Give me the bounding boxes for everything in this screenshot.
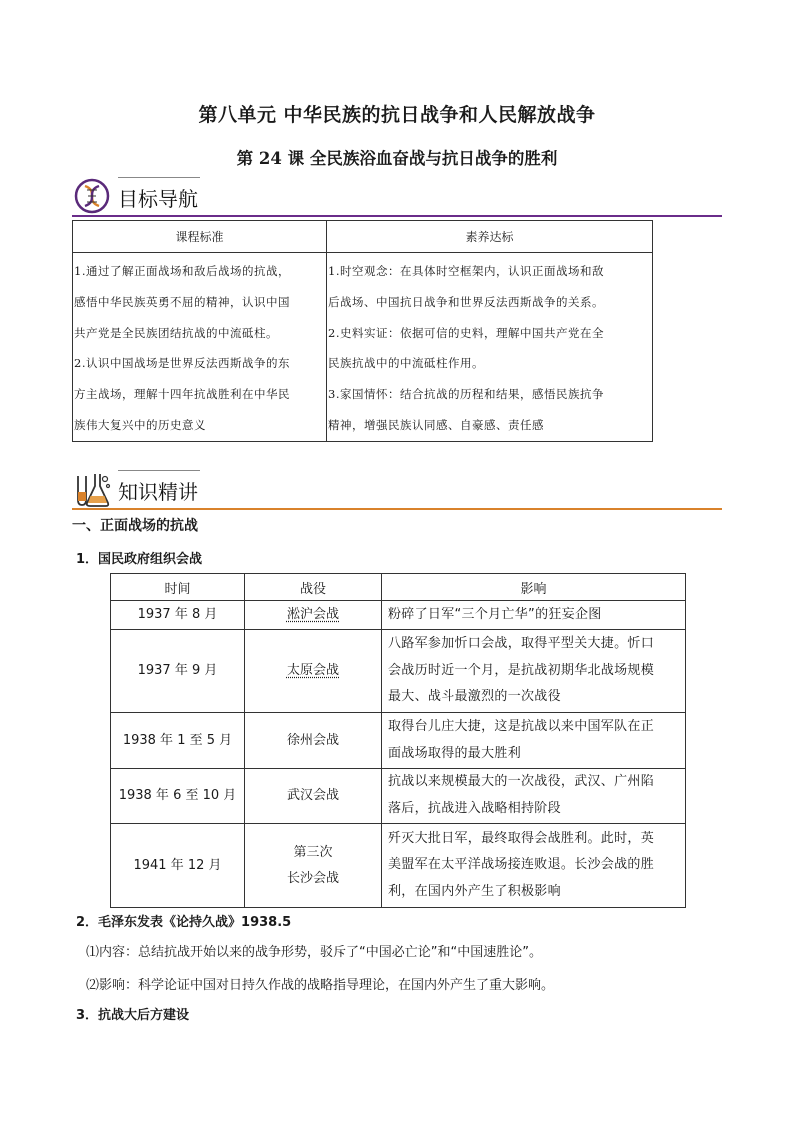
goals-line: 感悟中华民族英勇不屈的精神，认识中国	[74, 294, 290, 309]
point-content: ⑴内容：总结抗战开始以来的战争形势，驳斥了“中国必亡论”和“中国速胜论”。	[86, 945, 542, 960]
goals-line: 3.家国情怀：结合抗战的历程和结果，感悟民族抗争	[328, 387, 604, 402]
section-header-goals	[72, 177, 722, 217]
battle-table	[110, 573, 686, 908]
goals-line: 精神，增强民族认同感、自豪感、责任感	[328, 417, 544, 432]
battle-effect: 取得台儿庄大捷，这是抗战以来中国军队在正 面战场取得的最大胜利	[382, 713, 686, 769]
battle-header-effect: 影响	[382, 574, 686, 601]
dna-helix-icon	[72, 177, 112, 215]
goals-line: 民族抗战中的中流砥柱作用。	[328, 356, 484, 371]
lesson-title: 第 24 课 全民族浴血奋战与抗日战争的胜利	[236, 149, 558, 168]
goals-line: 2.认识中国战场是世界反法西斯战争的东	[74, 356, 290, 371]
heading-battles: 1．国民政府组织会战	[76, 552, 203, 567]
battle-time: 1937 年 8 月	[111, 601, 245, 630]
section-rule-knowledge	[72, 508, 722, 510]
goals-header-literacy: 素养达标	[327, 221, 653, 253]
section-title-knowledge: 知识精讲	[118, 480, 198, 504]
section-rule-goals	[72, 215, 722, 217]
battle-name: 第三次 长沙会战	[245, 824, 382, 908]
section-header-knowledge	[72, 470, 722, 510]
battle-time: 1938 年 6 至 10 月	[111, 769, 245, 824]
table-row	[111, 824, 686, 908]
battle-name: 武汉会战	[245, 769, 382, 824]
goals-line: 1.时空观念：在具体时空框架内，认识正面战场和敌	[328, 264, 604, 278]
battle-effect: 歼灭大批日军，最终取得会战胜利。此时，英 美盟军在太平洋战场接连败退。长沙会战的胜 利，在国内外产生了积极影响	[382, 824, 686, 908]
goals-line: 2.史料实证：依据可信的史料，理解中国共产党在全	[328, 325, 604, 340]
goals-line: 族伟大复兴中的历史意义	[74, 417, 206, 432]
section-title-goals: 目标导航	[118, 187, 198, 211]
short-rule	[118, 177, 200, 178]
short-rule	[118, 470, 200, 471]
table-row	[111, 713, 686, 769]
battle-time: 1941 年 12 月	[111, 824, 245, 908]
battle-effect: 抗战以来规模最大的一次战役，武汉、广州陷 落后，抗战进入战略相持阶段	[382, 769, 686, 824]
battle-name: 徐州会战	[245, 713, 382, 769]
battle-time: 1938 年 1 至 5 月	[111, 713, 245, 769]
battle-effect: 粉碎了日军“三个月亡华”的狂妄企图	[382, 601, 686, 630]
table-row	[111, 601, 686, 630]
table-row	[111, 769, 686, 824]
table-row	[111, 630, 686, 713]
point-impact: ⑵影响：科学论证中国对日持久作战的战略指导理论，在国内外产生了重大影响。	[86, 978, 555, 993]
goals-line: 1.通过了解正面战场和敌后战场的抗战，	[74, 264, 290, 278]
unit-title: 第八单元 中华民族的抗日战争和人民解放战争	[198, 104, 596, 126]
goals-line: 后战场、中国抗日战争和世界反法西斯战争的关系。	[328, 294, 604, 309]
battle-header-time: 时间	[111, 574, 245, 601]
goals-cell-curriculum	[73, 253, 327, 442]
heading-frontline: 一、正面战场的抗战	[72, 518, 198, 534]
battle-time: 1937 年 9 月	[111, 630, 245, 713]
goals-line: 共产党是全民族团结抗战的中流砥柱。	[74, 325, 278, 340]
battle-header-battle: 战役	[245, 574, 382, 601]
heading-rear-base: 3．抗战大后方建设	[76, 1008, 190, 1023]
lab-flask-icon	[72, 470, 112, 508]
goals-cell-literacy	[327, 253, 653, 442]
goals-header-curriculum: 课程标准	[73, 221, 327, 253]
goals-table	[72, 220, 653, 442]
battle-name: 太原会战	[245, 630, 382, 713]
battle-name: 淞沪会战	[245, 601, 382, 630]
heading-protracted-war: 2．毛泽东发表《论持久战》1938.5	[76, 915, 292, 930]
goals-line: 方主战场，理解十四年抗战胜利在中华民	[74, 387, 290, 402]
battle-effect: 八路军参加忻口会战，取得平型关大捷。忻口 会战历时近一个月，是抗战初期华北战场规模 最大、战斗最激烈的一次战役	[382, 630, 686, 713]
